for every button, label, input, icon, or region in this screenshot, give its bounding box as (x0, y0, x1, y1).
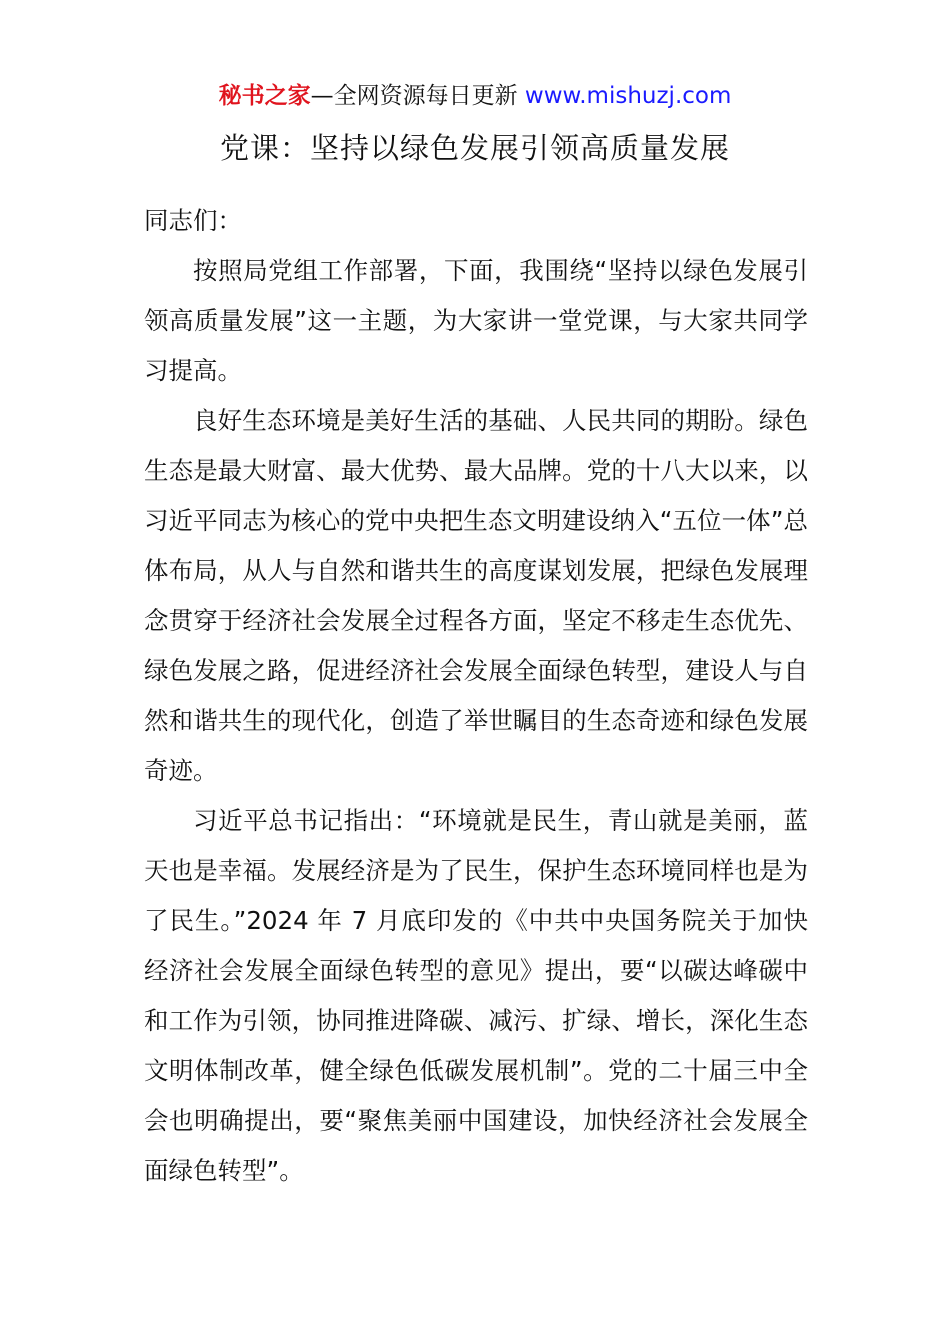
site-tagline: —全网资源每日更新 (310, 83, 525, 109)
site-header (0, 80, 950, 112)
paragraph-2: 良好生态环境是美好生活的基础、人民共同的期盼。绿色生态是最大财富、最大优势、最大品牌。党的十八大以来，以习近平同志为核心的党中央把生态文明建设纳入“五位一体”总体布局，从人与自然和谐共生的高度谋划发展，把绿色发展理念贯穿于经济社会发展全过程各方面，坚定不移走生态优先、绿色发展之路，促进经济社会发展全面绿色转型，建设人与自然和谐共生的现代化，创造了举世瞩目的生态奇迹和绿色发展奇迹。 (144, 406, 808, 785)
site-name: 秘书之家 (218, 83, 311, 109)
paragraph-1: 按照局党组工作部署，下面，我围绕“坚持以绿色发展引领高质量发展”这一主题，为大家讲一堂党课，与大家共同学习提高。 (144, 256, 808, 385)
site-url-link[interactable]: www.mishuzj.com (524, 83, 732, 109)
paragraph-3: 习近平总书记指出：“环境就是民生，青山就是美丽，蓝天也是幸福。发展经济是为了民生，保护生态环境同样也是为了民生。”2024 年 7 月底印发的《中共中央国务院关于加快经济社会发展全面绿色转型的意见》提出，要“以碳达峰碳中和工作为引领，协同推进降碳、减污、扩绿、增长，深化生态文明体制改革，健全绿色低碳发展机制”。党的二十届三中全会也明确提出，要“聚焦美丽中国建设，加快经济社会发展全面绿色转型”。 (144, 806, 808, 1185)
document-body (144, 196, 808, 1196)
greeting: 同志们： (144, 206, 242, 235)
document-title: 党课：坚持以绿色发展引领高质量发展 (219, 131, 730, 165)
